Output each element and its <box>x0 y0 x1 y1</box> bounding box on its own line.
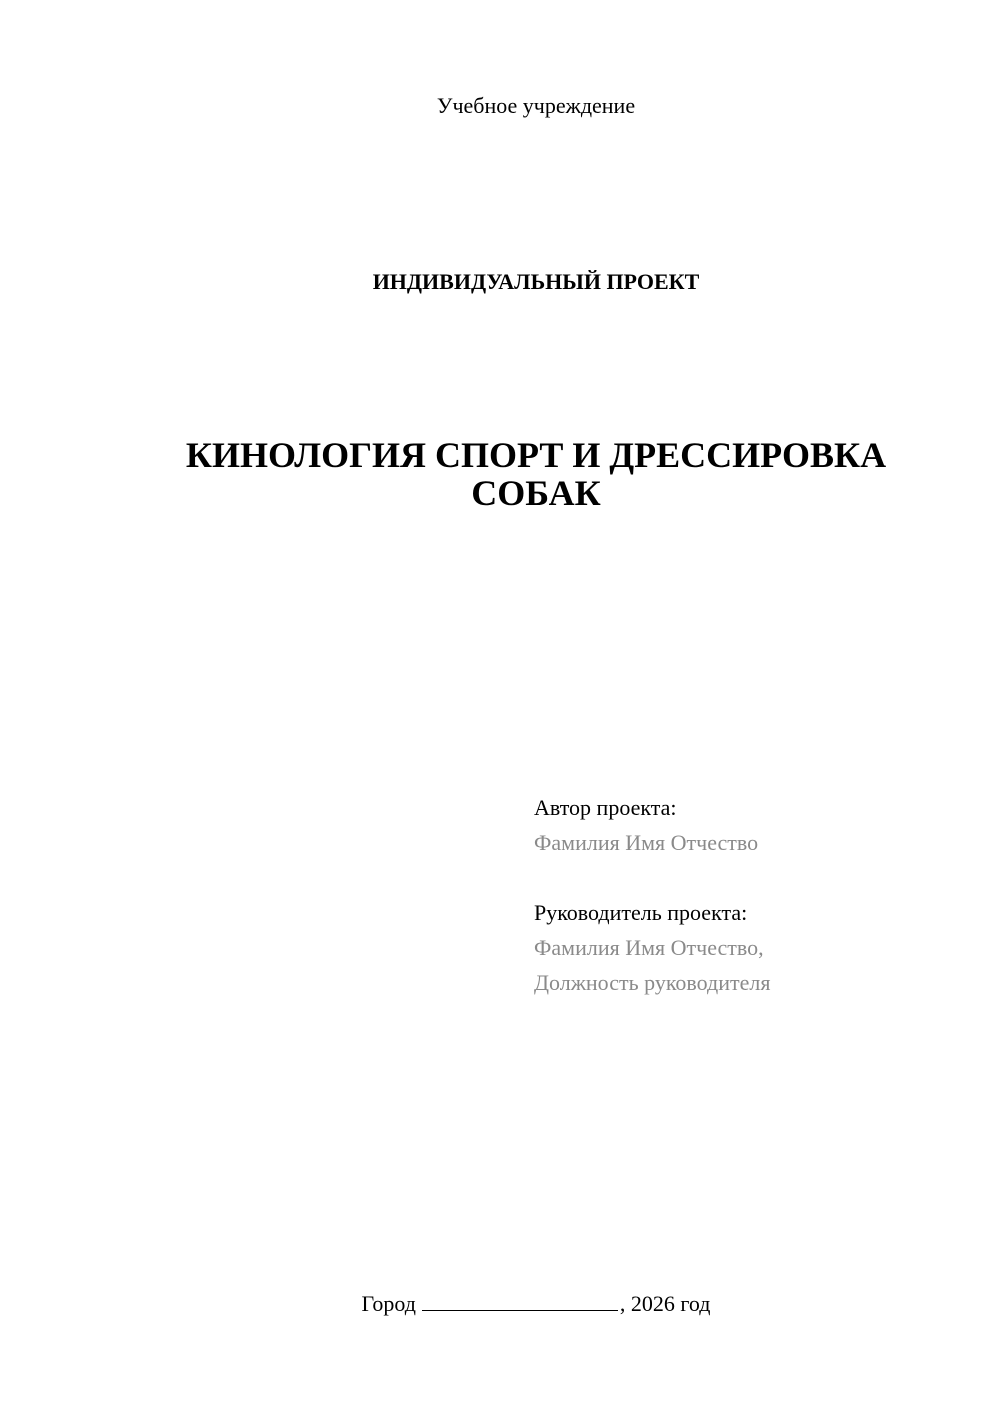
credits-spacer <box>534 860 974 895</box>
project-credits <box>534 790 974 1000</box>
document-type-heading: ИНДИВИДУАЛЬНЫЙ ПРОЕКТ <box>372 269 700 294</box>
project-title <box>140 436 932 512</box>
author-name-placeholder: Фамилия Имя Отчество <box>534 830 759 855</box>
author-label: Автор проекта: <box>534 795 677 820</box>
city-year-line <box>0 1290 1000 1318</box>
supervisor-label: Руководитель проекта: <box>534 900 748 925</box>
supervisor-name-placeholder: Фамилия Имя Отчество, <box>534 935 764 960</box>
institution-name: Учебное учреждение <box>436 93 636 118</box>
city-blank-underline <box>422 1290 618 1311</box>
city-label: Город <box>361 1291 416 1316</box>
project-title-line-1: КИНОЛОГИЯ СПОРТ И ДРЕССИРОВКА <box>185 435 887 475</box>
project-title-line-2: СОБАК <box>471 473 601 513</box>
supervisor-position-placeholder: Должность руководителя <box>534 970 771 995</box>
year-text: , 2026 год <box>619 1291 711 1316</box>
